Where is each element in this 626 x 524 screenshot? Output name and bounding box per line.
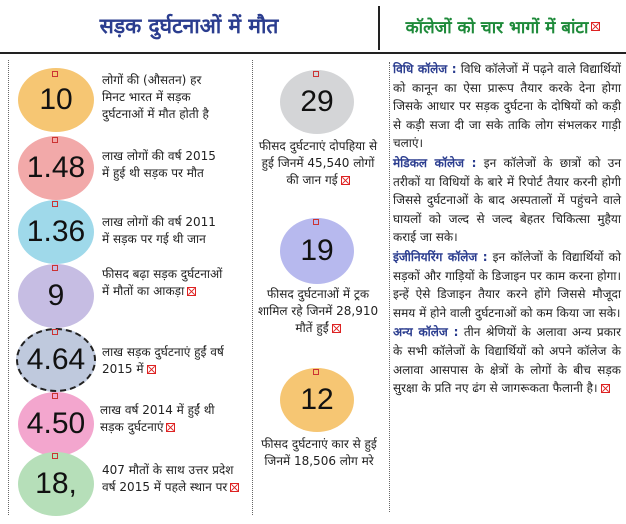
stat-description: फीसद दुर्घटनाओं में ट्रक शामिल रहे जिनमें 28,910 मौतें हुईं	[257, 287, 379, 335]
stat-value: 9	[47, 279, 65, 312]
stat-description: फीसद दुर्घटनाएं कार से हुई जिनमें 18,506 लोग मरे	[261, 437, 377, 468]
college-paragraph	[393, 154, 621, 247]
college-term: मेडिकल कॉलेज :	[393, 155, 477, 170]
college-term: इंजीनियरिंग कॉलेज :	[393, 249, 488, 264]
stat-value: 29	[300, 85, 334, 118]
broken-image-icon	[313, 71, 319, 77]
colleges-section	[393, 60, 621, 399]
stat-circle	[18, 200, 94, 264]
stat-value: 18,	[35, 467, 77, 500]
broken-image-icon	[230, 483, 239, 492]
stat-circle	[18, 452, 94, 516]
broken-image-icon	[187, 287, 196, 296]
college-paragraph	[393, 60, 621, 153]
right-section-title-wrap	[380, 0, 626, 52]
stat-value: 19	[300, 234, 334, 267]
header-rule	[0, 52, 626, 54]
stat-value: 4.64	[26, 343, 86, 376]
stat-value: 1.36	[26, 215, 86, 248]
stat-value: 10	[39, 83, 73, 116]
broken-image-icon	[52, 265, 58, 271]
stat-description: लाख लोगों की वर्ष 2015 में हुई थी सड़क पर मौत	[102, 149, 216, 180]
broken-image-icon	[52, 393, 58, 399]
stat-circle	[280, 218, 354, 284]
college-text: इन कॉलेजों के विद्यार्थियों को सड़कों और गाड़ियों के डिजाइन पर काम करना होगा। इन्हें ऐसे डिजाइन तैयार करने होंगे जिससे मौजूदा समय में होने वाली दुर्घटनाओं को कम किया जा सके।	[393, 249, 621, 320]
college-term: विधि कॉलेज :	[393, 62, 457, 76]
broken-image-icon	[166, 423, 175, 432]
broken-image-icon	[591, 22, 600, 31]
stat-description: लोगों की (औसतन) हर मिनट भारत में सड़क दुर्घटनाओं में मौत होती है	[102, 73, 209, 121]
college-paragraph	[393, 323, 621, 397]
stat-circle	[18, 392, 94, 456]
stat-description: 407 मौतों के साथ उत्तर प्रदेश वर्ष 2015 में पहले स्थान पर	[102, 462, 246, 496]
broken-image-icon	[313, 369, 319, 375]
broken-image-icon	[601, 384, 610, 393]
broken-image-icon	[52, 137, 58, 143]
stat-circle-selected	[16, 328, 96, 392]
right-dotted-divider	[389, 62, 391, 512]
broken-image-icon	[52, 453, 58, 459]
stat-value: 12	[300, 383, 334, 416]
stat-circle	[18, 264, 94, 328]
stat-description: लाख वर्ष 2014 में हुईं थी सड़क दुर्घटनाएं	[100, 403, 215, 434]
stat-value: 1.48	[26, 151, 86, 184]
left-section-title: सड़क दुर्घटनाओं में मौत	[99, 14, 279, 38]
stat-description: लाख लोगों की वर्ष 2011 में सड़क पर गई थी जान	[102, 215, 216, 246]
broken-image-icon	[332, 324, 341, 333]
left-section-title-wrap	[0, 0, 378, 52]
stat-circle	[280, 70, 354, 134]
college-text: तीन श्रेणियों के अलावा अन्य प्रकार के सभी कॉलेजों के विद्यार्थियों को अपने कॉलेज के अलावा आसपास के क्षेत्रों के लोगों के बीच सड़क सुरक्षा के प्रति नए ढंग से जागरूकता फैलानी है।	[393, 325, 621, 396]
college-text: विधि कॉलेजों में पढ़ने वाले विद्यार्थियों को कानून का ऐसा प्रारूप तैयार करके देना होगा जिसके आधार पर सड़क दुर्घटना के दोषियों को कड़ी से कड़ी सजा दी जा सके ताकि लोग संभलकर गाड़ी चलाएं।	[393, 62, 621, 151]
stat-circle	[18, 68, 94, 132]
stat-description: फीसद दुर्घटनाएं दोपहिया से हुई जिनमें 45,540 लोगों की जान गई	[258, 139, 378, 187]
broken-image-icon	[52, 201, 58, 207]
college-text: इन कॉलेजों के छात्रों को उन तरीकों या विधियों के बारे में रिपोर्ट तैयार करनी होगी जिससे दुर्घटनाओं के बाद अस्पतालों में पहुंचने वाले घायलों को जल्द से जल्द बेहतर चिकित्सा मुहैया कराई जा सके।	[393, 155, 621, 245]
broken-image-icon	[147, 365, 156, 374]
college-paragraph	[393, 248, 621, 322]
stat-description: फीसद बढ़ा सड़क दुर्घटनाओं में मौतों का आकड़ा	[102, 267, 223, 298]
broken-image-icon	[341, 176, 350, 185]
stat-value: 4.50	[26, 407, 86, 440]
middle-dotted-divider	[252, 60, 253, 515]
left-dotted-divider	[8, 60, 9, 515]
right-section-title: कॉलेजों को चार भागों में बांटा	[405, 17, 589, 38]
broken-image-icon	[52, 329, 58, 335]
broken-image-icon	[313, 219, 319, 225]
stat-description: लाख सड़क दुर्घटनाएं हुईं वर्ष 2015 में	[102, 345, 224, 376]
stat-circle	[18, 136, 94, 200]
broken-image-icon	[52, 71, 58, 77]
college-term: अन्य कॉलेज :	[393, 325, 459, 340]
stat-circle	[280, 368, 354, 432]
